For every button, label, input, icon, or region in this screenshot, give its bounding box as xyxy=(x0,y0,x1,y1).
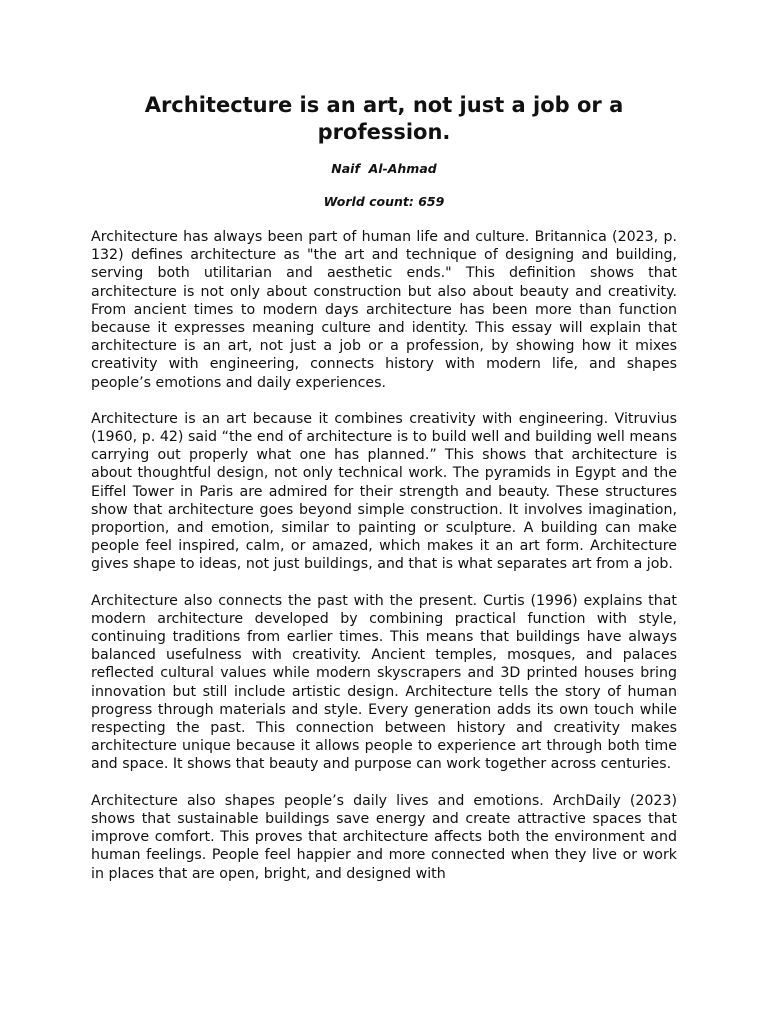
author-name: Naif Al-Ahmad xyxy=(331,161,437,176)
paragraph-past-and-present: Architecture also connects the past with the present. Curtis (1996) explains that modern architecture developed by combining practical function with style, continuing traditions from earlier times. This means that buildings have always balanced usefulness with creativity. Ancient temples, mosques, and palaces reflected cultural values while modern skyscrapers and 3D printed houses bring innovation but still include artistic design. Architecture tells the story of human progress through materials and style. Every generation adds its own touch while respecting the past. This connection between history and creativity makes architecture unique because it allows people to experience art through both time and space. It shows that beauty and purpose can work together across centuries. xyxy=(91,592,677,773)
document-title: Architecture is an art, not just a job or a profession. xyxy=(144,93,624,144)
word-count: World count: 659 xyxy=(323,194,445,209)
paragraph-daily-lives: Architecture also shapes people’s daily lives and emotions. ArchDaily (2023) shows that sustainable buildings save energy and create attractive spaces that improve comfort. This proves that architecture affects both the environment and human feelings. People feel happier and more connected when they live or work in places that are open, bright, and designed with xyxy=(91,792,677,882)
essay-body xyxy=(91,228,677,901)
paragraph-introduction: Architecture has always been part of human life and culture. Britannica (2023, p. 132) defines architecture as "the art and technique of designing and building, serving both utilitarian and aesthetic ends." This definition shows that architecture is not only about construction but also about beauty and creativity. From ancient times to modern days architecture has been more than function because it expresses meaning culture and identity. This essay will explain that architecture is an art, not just a job or a profession, by showing how it mixes creativity with engineering, connects history with modern life, and shapes people’s emotions and daily experiences. xyxy=(91,229,677,391)
paragraph-art-and-engineering: Architecture is an art because it combines creativity with engineering. Vitruvius (1960, p. 42) said “the end of architecture is to build well and building well means carrying out properly what one has planned.” This shows that architecture is about thoughtful design, not only technical work. The pyramids in Egypt and the Eiffel Tower in Paris are admired for their strength and beauty. These structures show that architecture goes beyond simple construction. It involves imagination, proportion, and emotion, similar to painting or sculpture. A building can make people feel inspired, calm, or amazed, which makes it an art form. Architecture gives shape to ideas, not just buildings, and that is what separates art from a job. xyxy=(91,410,677,573)
